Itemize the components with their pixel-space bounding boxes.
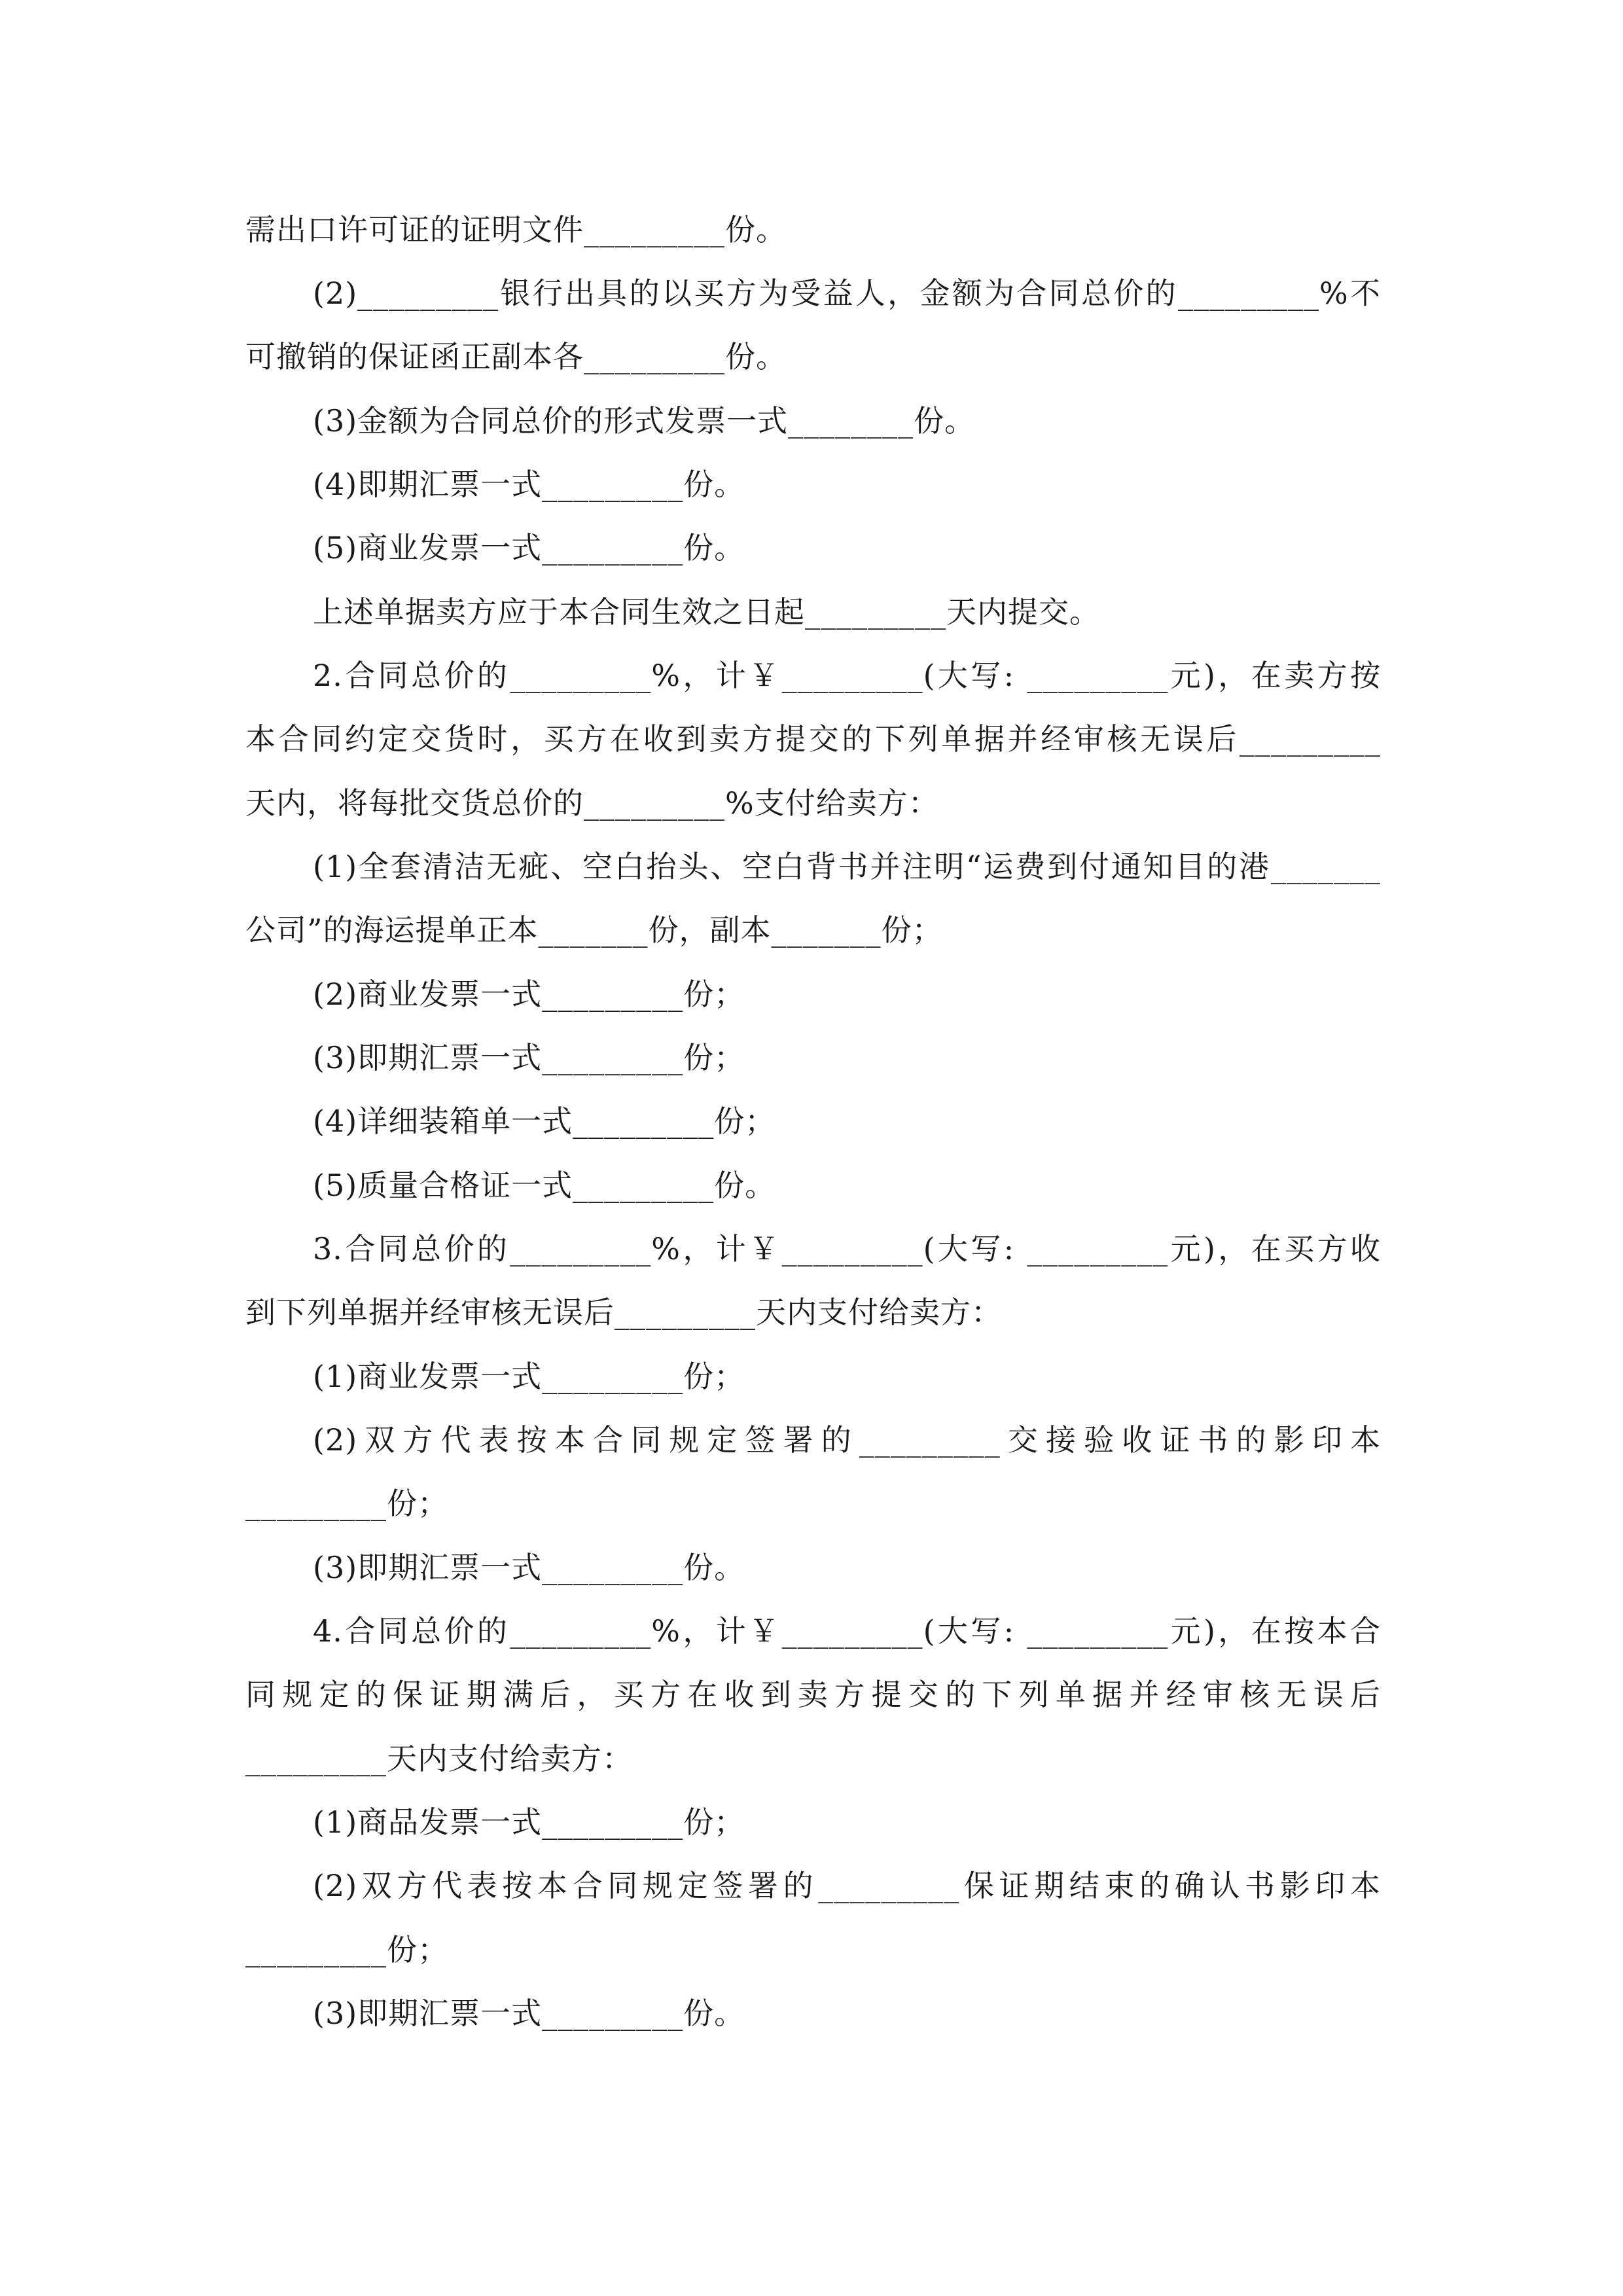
text-line-28: _________份； <box>245 1932 448 1967</box>
text-line-6: (5)商业发票一式_________份。 <box>313 530 745 565</box>
text-line-12: 公司”的海运提单正本_______份，副本_______份； <box>245 912 943 948</box>
text-line-27: (2)双方代表按本合同规定签署的_________保证期结束的确认书影印本 <box>313 1868 1381 1903</box>
text-line-8: 2.合同总价的_________%，计￥_________(大写: _________元)，在卖方按 <box>313 658 1381 693</box>
text-line-19: (1)商业发票一式_________份； <box>313 1359 745 1394</box>
text-line-7: 上述单据卖方应于本合同生效之日起_________天内提交。 <box>313 594 1100 630</box>
text-line-9: 本合同约定交货时，买方在收到卖方提交的下列单据并经审核无误后_________ <box>245 721 1381 757</box>
text-line-11: (1)全套清洁无疵、空白抬头、空白背书并注明“运费到付通知目的港_______ <box>313 849 1381 884</box>
text-line-4: (3)金额为合同总价的形式发票一式________份。 <box>313 403 976 439</box>
text-line-18: 到下列单据并经审核无误后_________天内支付给卖方： <box>245 1295 1002 1330</box>
text-line-22: (3)即期汇票一式_________份。 <box>313 1550 745 1585</box>
text-line-29: (3)即期汇票一式_________份。 <box>313 1996 745 2031</box>
text-line-1: 需出口许可证的证明文件_________份。 <box>245 212 787 247</box>
text-line-24: 同规定的保证期满后，买方在收到卖方提交的下列单据并经审核无误后 <box>245 1677 1381 1712</box>
text-line-3: 可撤销的保证函正副本各_________份。 <box>245 339 787 374</box>
text-line-17: 3.合同总价的_________%，计￥_________(大写: _________元)，在买方收 <box>313 1231 1381 1266</box>
text-line-15: (4)详细装箱单一式_________份； <box>313 1103 776 1139</box>
text-line-14: (3)即期汇票一式_________份； <box>313 1040 745 1075</box>
text-line-5: (4)即期汇票一式_________份。 <box>313 467 745 502</box>
text-line-2: (2)_________银行出具的以买方为受益人，金额为合同总价的_________%不 <box>313 276 1381 311</box>
text-line-16: (5)质量合格证一式_________份。 <box>313 1168 776 1203</box>
text-line-13: (2)商业发票一式_________份； <box>313 977 745 1012</box>
text-line-26: (1)商品发票一式_________份； <box>313 1804 745 1840</box>
text-line-25: _________天内支付给卖方： <box>245 1741 633 1776</box>
text-line-23: 4.合同总价的_________%，计￥_________(大写: _________元)，在按本合 <box>313 1613 1381 1649</box>
text-line-21: _________份； <box>245 1486 448 1521</box>
text-line-10: 天内，将每批交货总价的_________%支付给卖方： <box>245 785 939 821</box>
text-line-20: (2)双方代表按本合同规定签署的_________交接验收证书的影印本 <box>313 1422 1381 1458</box>
